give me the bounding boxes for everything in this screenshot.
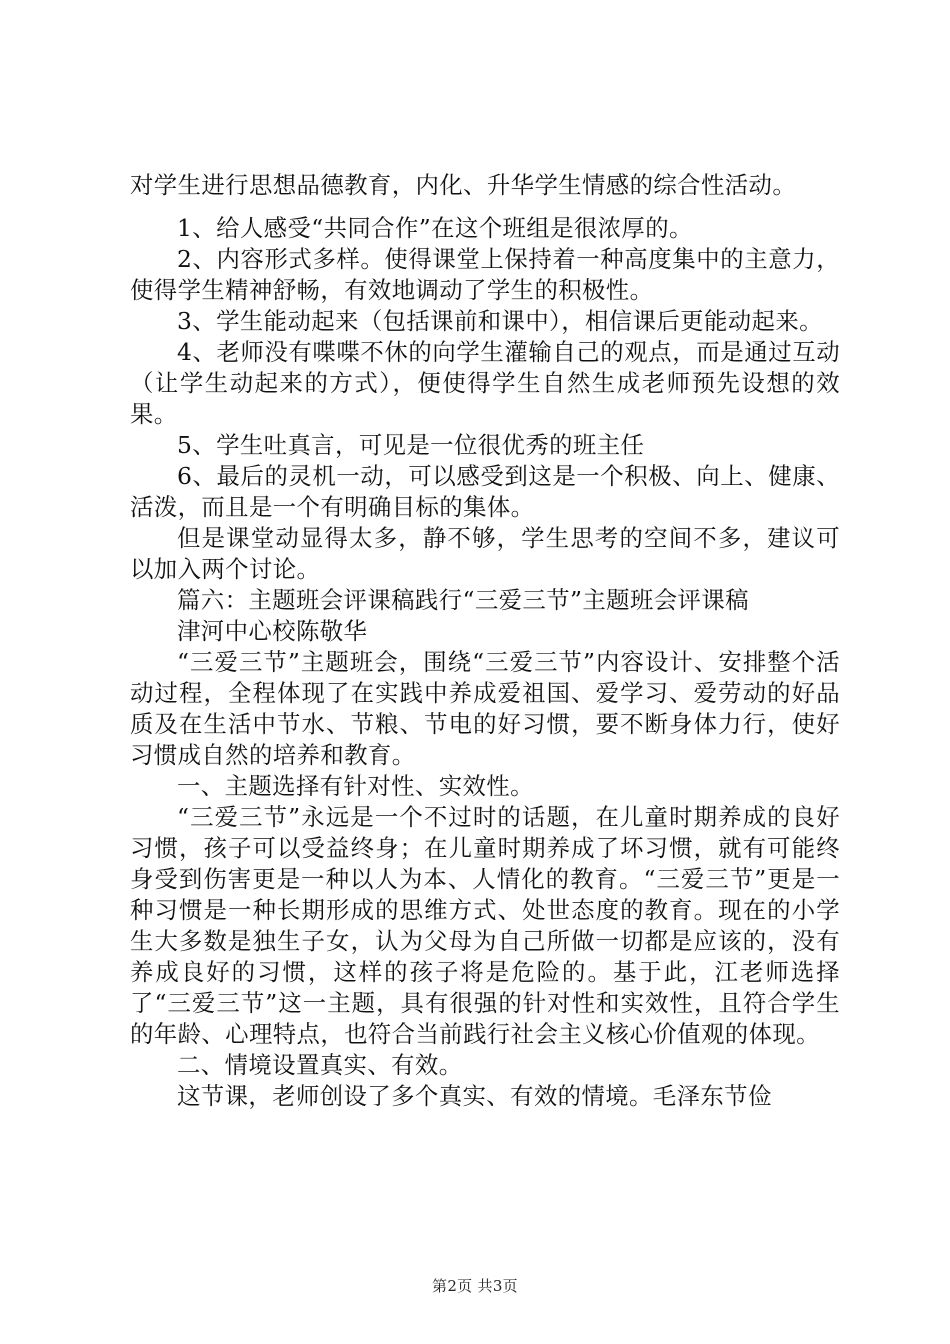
paragraph-4: 4、老师没有喋喋不休的向学生灌输自己的观点，而是通过互动（让学生动起来的方式），便使得学生自然生成老师预先设想的效果。 xyxy=(130,338,840,428)
paragraph-3: 3、学生能动起来（包括课前和课中），相信课后更能动起来。 xyxy=(177,307,823,335)
paragraph-5: 5、学生吐真言，可见是一位很优秀的班主任 xyxy=(177,431,645,459)
paragraph-7: 但是课堂动显得太多，静不够，学生思考的空间不多，建议可以加入两个讨论。 xyxy=(130,524,840,583)
paragraph-6: 6、最后的灵机一动，可以感受到这是一个积极、向上、健康、活泼，而且是一个有明确目标的集体。 xyxy=(130,462,840,521)
paragraph-2: 2、内容形式多样。使得课堂上保持着一种高度集中的主意力，使得学生精神舒畅，有效地调动了学生的积极性。 xyxy=(130,245,840,304)
subheading-1: 一、主题选择有针对性、实效性。 xyxy=(177,772,534,800)
subheading-2: 二、情境设置真实、有效。 xyxy=(177,1051,463,1079)
paragraph-12: “三爱三节”永远是一个不过时的话题，在儿童时期养成的良好习惯，孩子可以受益终身；在儿童时期养成了坏习惯，就有可能终身受到伤害更是一种以人为本、人情化的教育。“三爱三节”更是一种习惯是一种长期形成的思维方式、处世态度的教育。现在的小学生大多数是独生子女，认为父母为自己所做一切都是应该的，没有养成良好的习惯，这样的孩子将是危险的。基于此，江老师选择了“三爱三节”这一主题，具有很强的针对性和实效性，且符合学生的年龄、心理特点，也符合当前践行社会主义核心价值观的体现。 xyxy=(130,803,840,1048)
paragraph-0: 对学生进行思想品德教育，内化、升华学生情感的综合性活动。 xyxy=(130,171,797,199)
paragraph-1: 1、给人感受“共同合作”在这个班组是很浓厚的。 xyxy=(177,214,693,242)
paragraph-10: “三爱三节”主题班会，围绕“三爱三节”内容设计、安排整个活动过程，全程体现了在实践中养成爱祖国、爱学习、爱劳动的好品质及在生活中节水、节粮、节电的好习惯，要不断身体力行，使好习惯成自然的培养和教育。 xyxy=(130,648,840,769)
page-footer: 第2页 共3页 xyxy=(432,1277,518,1295)
author-line: 津河中心校陈敬华 xyxy=(177,617,368,645)
body-text xyxy=(130,170,840,1112)
paragraph-gap xyxy=(130,201,840,213)
paragraph-14: 这节课，老师创设了多个真实、有效的情境。毛泽东节俭 xyxy=(177,1082,772,1110)
section-heading-6: 篇六：主题班会评课稿践行“三爱三节”主题班会评课稿 xyxy=(177,586,749,614)
